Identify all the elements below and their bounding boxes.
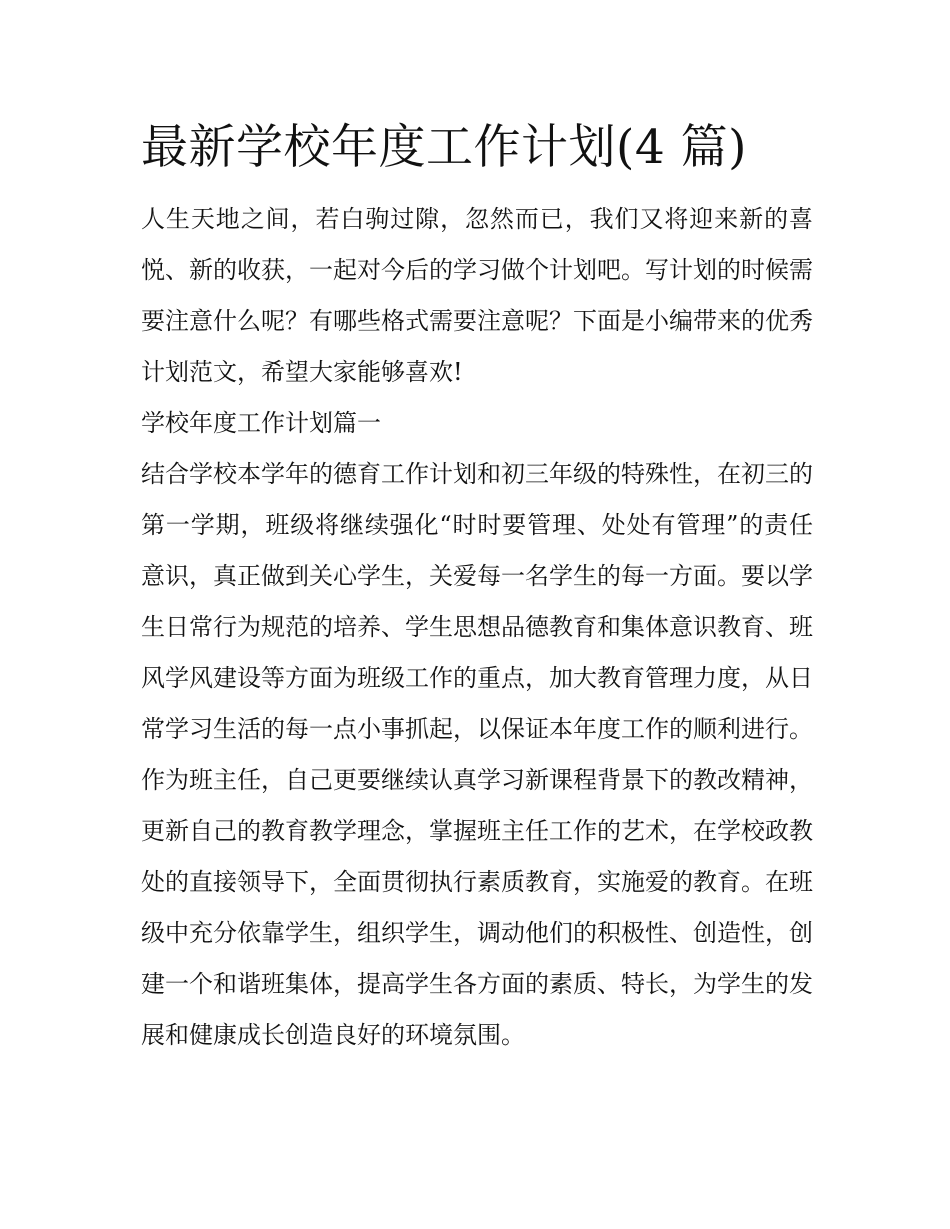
intro-paragraph: 人生天地之间，若白驹过隙，忽然而已，我们又将迎来新的喜悦、新的收获，一起对今后的学习做个计划吧。写计划的时候需要注意什么呢？有哪些格式需要注意呢？下面是小编带来的优秀计划范文，希望大家能够喜欢! bbox=[141, 205, 813, 386]
section-heading: 学校年度工作计划篇一 bbox=[141, 409, 381, 437]
body-paragraph: 结合学校本学年的德育工作计划和初三年级的特殊性，在初三的第一学期，班级将继续强化“时时要管理、处处有管理”的责任意识，真正做到关心学生，关爱每一名学生的每一方面。要以学生日常行为规范的培养、学生思想品德教育和集体意识教育、班风学风建设等方面为班级工作的重点，加大教育管理力度，从日常学习生活的每一点小事抓起，以保证本年度工作的顺利进行。 bbox=[141, 460, 813, 743]
document-title: 最新学校年度工作计划(4 篇) bbox=[141, 120, 748, 175]
body-paragraph: 作为班主任，自己更要继续认真学习新课程背景下的教改精神，更新自己的教育教学理念，掌握班主任工作的艺术，在学校政教处的直接领导下，全面贯彻执行素质教育，实施爱的教育。在班级中充分依靠学生，组织学生，调动他们的积极性、创造性，创建一个和谐班集体，提高学生各方面的素质、特长，为学生的发展和健康成长创造良好的环境氛围。 bbox=[141, 766, 813, 1049]
document-page bbox=[141, 112, 813, 1061]
